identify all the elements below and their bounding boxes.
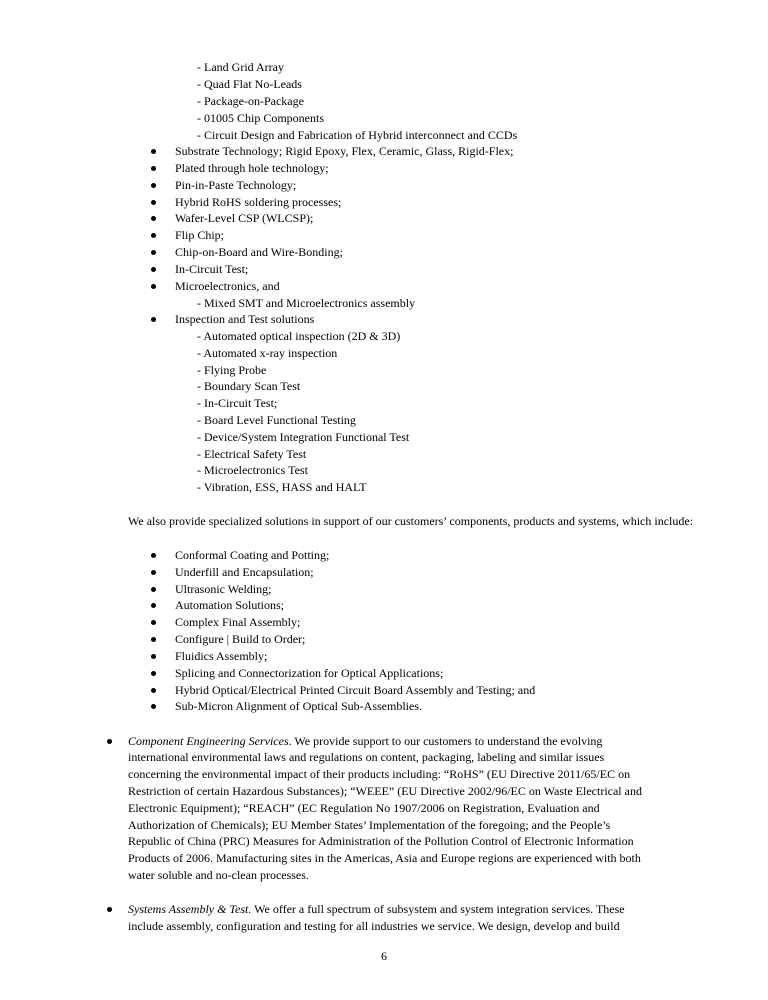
list-item-inspection: Inspection and Test solutions [175,312,315,326]
paragraph-line: include assembly, configuration and testing for all industries we service. We design, develop and build [128,919,620,933]
list-item: Underfill and Encapsulation; [175,565,314,579]
sub-item: - Automated optical inspection (2D & 3D) [197,329,401,343]
paragraph-line: Electronic Equipment); “REACH” (EC Regulation No 1907/2006 on Registration, Evaluation and [128,801,600,815]
bullet-icon [151,267,156,272]
list-item: Pin-in-Paste Technology; [175,178,297,192]
list-item: Ultrasonic Welding; [175,582,272,596]
bullet-icon [151,637,156,642]
bullet-icon [151,704,156,709]
paragraph-line: Authorization of Chemicals); EU Member States’ Implementation of the foregoing; and the People’s [128,818,611,832]
bullet-icon [151,671,156,676]
sub-item-chip-components: - 01005 Chip Components [197,111,325,125]
systems-assembly-title: Systems Assembly & Test. [128,902,252,916]
bullet-icon [151,553,156,558]
list-item: Flip Chip; [175,228,225,242]
list-item: Configure | Build to Order; [175,632,306,646]
bullet-icon [151,233,156,238]
bullet-icon [151,570,156,575]
sub-item: - Board Level Functional Testing [197,413,356,427]
sub-item: - Electrical Safety Test [197,447,307,461]
list-item: Hybrid RoHS soldering processes; [175,195,342,209]
specialized-intro: We also provide specialized solutions in support of our customers’ components, products and systems, which include: [128,514,694,528]
sub-item: - Microelectronics Test [197,463,308,477]
list-item: Sub-Micron Alignment of Optical Sub-Assemblies. [175,699,422,713]
list-item: Substrate Technology; Rigid Epoxy, Flex, Ceramic, Glass, Rigid-Flex; [175,144,514,158]
page-number: 6 [381,949,387,963]
sub-item: - Automated x-ray inspection [197,346,338,360]
sub-item: - Flying Probe [197,363,267,377]
list-item: Splicing and Connectorization for Optical Applications; [175,666,444,680]
paragraph-line: Restriction of certain Hazardous Substances); “WEEE” (EU Directive 2002/96/EC on Waste Electrical and [128,784,642,798]
bullet-icon [151,250,156,255]
bullet-icon [151,216,156,221]
sub-item: - Device/System Integration Functional Test [197,430,410,444]
list-item: Fluidics Assembly; [175,649,268,663]
bullet-icon [151,183,156,188]
sub-item-package-on-package: - Package-on-Package [197,94,304,108]
bullet-icon [151,603,156,608]
bullet-icon [107,907,112,912]
bullet-icon [151,149,156,154]
sub-item: - In-Circuit Test; [197,396,278,410]
bullet-icon [151,200,156,205]
bullet-icon [151,587,156,592]
bullet-icon [151,284,156,289]
list-item: Hybrid Optical/Electrical Printed Circuit Board Assembly and Testing; and [175,683,536,697]
bullet-icon [151,166,156,171]
bullet-icon [151,654,156,659]
sub-item-land-grid-array: - Land Grid Array [197,60,284,74]
list-item: Complex Final Assembly; [175,615,301,629]
systems-assembly-line-1: Systems Assembly & Test. We offer a full spectrum of subsystem and system integration services. These [128,902,625,916]
list-item: Plated through hole technology; [175,161,329,175]
list-item: Automation Solutions; [175,598,285,612]
list-item: Wafer-Level CSP (WLCSP); [175,211,314,225]
paragraph-line: international environmental laws and regulations on content, packaging, labeling and similar issues [128,750,605,764]
paragraph-line: Products of 2006. Manufacturing sites in the Americas, Asia and Europe regions are experienced with both [128,851,641,865]
bullet-icon [151,620,156,625]
bullet-icon [151,688,156,693]
bullet-icon [107,739,112,744]
sub-item: - Boundary Scan Test [197,379,301,393]
sub-item-circuit-design: - Circuit Design and Fabrication of Hybrid interconnect and CCDs [197,128,518,142]
list-item: Chip-on-Board and Wire-Bonding; [175,245,343,259]
bullet-icon [151,317,156,322]
sub-item: - Vibration, ESS, HASS and HALT [197,480,367,494]
list-item: Conformal Coating and Potting; [175,548,330,562]
sub-item-mixed-smt: - Mixed SMT and Microelectronics assembly [197,296,416,310]
list-item: Microelectronics, and [175,279,280,293]
paragraph-line: Republic of China (PRC) Measures for Administration of the Pollution Control of Electronic Information [128,834,634,848]
component-engineering-line-1: Component Engineering Services. We provide support to our customers to understand the evolving [128,734,603,748]
paragraph-line: water soluble and no-clean processes. [128,868,309,882]
component-engineering-title: Component Engineering Services [128,734,289,748]
list-item: In-Circuit Test; [175,262,249,276]
sub-item-quad-flat: - Quad Flat No-Leads [197,77,302,91]
paragraph-line: concerning the environmental impact of their products including: “RoHS” (EU Directive 2011/65/EC on [128,767,631,781]
